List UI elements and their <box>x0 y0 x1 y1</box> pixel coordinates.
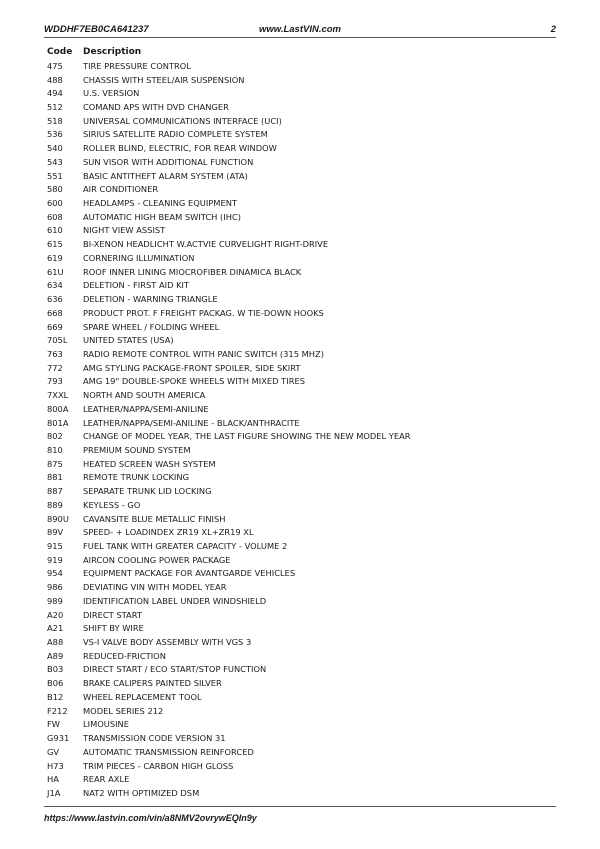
footer-divider <box>44 806 556 807</box>
option-code: FW <box>47 719 60 730</box>
table-row <box>47 100 552 114</box>
option-code: G931 <box>47 733 70 744</box>
table-row <box>47 237 552 251</box>
page-number: 2 <box>550 24 556 35</box>
column-header-description: Description <box>83 47 142 57</box>
option-description: SPEED- + LOADINDEX ZR19 XL+ZR19 XL <box>83 527 254 538</box>
table-row <box>47 690 552 704</box>
option-code: B06 <box>47 678 64 689</box>
table-row <box>47 388 552 402</box>
option-code: 634 <box>47 280 63 291</box>
option-code: 540 <box>47 143 63 154</box>
table-row <box>47 745 552 759</box>
table-row <box>47 471 552 485</box>
option-code: 669 <box>47 321 63 332</box>
option-code: 615 <box>47 239 63 250</box>
option-code: B03 <box>47 664 64 675</box>
option-code: A20 <box>47 609 64 620</box>
option-code: F212 <box>47 705 68 716</box>
table-row <box>47 539 552 553</box>
option-code: 600 <box>47 198 63 209</box>
table-row <box>47 649 552 663</box>
options-table <box>47 45 552 800</box>
option-code: 881 <box>47 472 63 483</box>
option-description: HEATED SCREEN WASH SYSTEM <box>83 458 216 469</box>
option-description: PREMIUM SOUND SYSTEM <box>83 444 191 455</box>
option-description: RADIO REMOTE CONTROL WITH PANIC SWITCH (315 MHZ) <box>83 348 324 359</box>
table-row <box>47 128 552 142</box>
option-description: CHASSIS WITH STEEL/AIR SUSPENSION <box>83 74 245 85</box>
table-row <box>47 786 552 800</box>
option-description: REDUCED-FRICTION <box>83 650 166 661</box>
option-description: IDENTIFICATION LABEL UNDER WINDSHIELD <box>83 595 267 606</box>
table-row <box>47 333 552 347</box>
option-code: 793 <box>47 376 63 387</box>
table-row <box>47 457 552 471</box>
option-description: REMOTE TRUNK LOCKING <box>83 472 190 483</box>
table-row <box>47 169 552 183</box>
table-row <box>47 361 552 375</box>
option-code: 668 <box>47 307 63 318</box>
option-description: NORTH AND SOUTH AMERICA <box>83 390 206 401</box>
option-description: SUN VISOR WITH ADDITIONAL FUNCTION <box>83 156 254 167</box>
table-row <box>47 182 552 196</box>
option-code: 608 <box>47 211 63 222</box>
option-code: 801A <box>47 417 69 428</box>
option-description: AMG 19" DOUBLE-SPOKE WHEELS WITH MIXED TIRES <box>83 376 305 387</box>
option-description: DELETION - WARNING TRIANGLE <box>83 294 218 305</box>
table-row <box>47 704 552 718</box>
option-description: SEPARATE TRUNK LID LOCKING <box>83 486 212 497</box>
option-description: WHEEL REPLACEMENT TOOL <box>83 691 202 702</box>
option-description: TRANSMISSION CODE VERSION 31 <box>83 733 226 744</box>
table-row <box>47 141 552 155</box>
option-code: 512 <box>47 102 63 113</box>
option-code: HA <box>47 774 59 785</box>
option-description: LIMOUSINE <box>83 719 129 730</box>
option-code: 543 <box>47 156 63 167</box>
option-code: GV <box>47 746 60 757</box>
option-code: 887 <box>47 486 63 497</box>
option-description: DIRECT START <box>83 609 142 620</box>
option-code: 889 <box>47 499 63 510</box>
table-row <box>47 73 552 87</box>
option-description: VS-I VALVE BODY ASSEMBLY WITH VGS 3 <box>83 637 252 648</box>
table-header <box>47 45 552 59</box>
option-code: 810 <box>47 444 63 455</box>
table-row <box>47 224 552 238</box>
option-code: 61U <box>47 266 64 277</box>
option-description: UNIVERSAL COMMUNICATIONS INTERFACE (UCI) <box>83 115 282 126</box>
table-row <box>47 155 552 169</box>
table-row <box>47 608 552 622</box>
option-description: BASIC ANTITHEFT ALARM SYSTEM (ATA) <box>83 170 248 181</box>
option-description: BRAKE CALIPERS PAINTED SILVER <box>83 678 222 689</box>
table-row <box>47 772 552 786</box>
option-description: FUEL TANK WITH GREATER CAPACITY - VOLUME 2 <box>83 541 288 552</box>
option-description: TIRE PRESSURE CONTROL <box>83 60 191 71</box>
option-description: KEYLESS - GO <box>83 499 141 510</box>
header-site: www.LastVIN.com <box>259 24 341 35</box>
option-description: CORNERING ILLUMINATION <box>83 252 195 263</box>
table-row <box>47 512 552 526</box>
option-code: 475 <box>47 60 63 71</box>
option-description: ROOF INNER LINING MIOCROFIBER DINAMICA BLACK <box>83 266 302 277</box>
option-description: NIGHT VIEW ASSIST <box>83 225 166 236</box>
option-description: SHIFT BY WIRE <box>83 623 144 634</box>
table-row <box>47 731 552 745</box>
option-description: DEVIATING VIN WITH MODEL YEAR <box>83 582 227 593</box>
option-description: DIRECT START / ECO START/STOP FUNCTION <box>83 664 267 675</box>
option-code: 763 <box>47 348 63 359</box>
footer-url[interactable]: https://www.lastvin.com/vin/a8NMV2ovrywEQIn9y <box>44 813 257 823</box>
table-row <box>47 196 552 210</box>
option-code: 989 <box>47 595 63 606</box>
option-description: EQUIPMENT PACKAGE FOR AVANTGARDE VEHICLES <box>83 568 296 579</box>
option-code: 636 <box>47 294 63 305</box>
table-row <box>47 375 552 389</box>
table-row <box>47 567 552 581</box>
option-description: AIR CONDITIONER <box>83 184 159 195</box>
option-code: 802 <box>47 431 63 442</box>
table-row <box>47 429 552 443</box>
table-row <box>47 759 552 773</box>
table-row <box>47 525 552 539</box>
table-row <box>47 210 552 224</box>
option-description: AIRCON COOLING POWER PACKAGE <box>83 554 231 565</box>
table-row <box>47 279 552 293</box>
table-row <box>47 594 552 608</box>
option-code: 800A <box>47 403 69 414</box>
table-row <box>47 416 552 430</box>
option-code: 610 <box>47 225 63 236</box>
table-row <box>47 484 552 498</box>
option-code: 915 <box>47 541 63 552</box>
option-description: CHANGE OF MODEL YEAR, THE LAST FIGURE SHOWING THE NEW MODEL YEAR <box>83 431 411 442</box>
option-code: 7XXL <box>47 390 69 401</box>
header-divider <box>44 37 556 38</box>
option-code: 875 <box>47 458 63 469</box>
option-code: 705L <box>47 335 68 346</box>
table-row <box>47 718 552 732</box>
option-description: REAR AXLE <box>83 774 130 785</box>
table-row <box>47 306 552 320</box>
option-code: 89V <box>47 527 64 538</box>
option-code: 954 <box>47 568 63 579</box>
option-code: A89 <box>47 650 64 661</box>
option-code: B12 <box>47 691 64 702</box>
table-row <box>47 292 552 306</box>
table-body <box>47 59 552 800</box>
option-description: COMAND APS WITH DVD CHANGER <box>83 102 229 113</box>
option-description: CAVANSITE BLUE METALLIC FINISH <box>83 513 226 524</box>
option-code: A21 <box>47 623 64 634</box>
option-description: NAT2 WITH OPTIMIZED DSM <box>83 787 200 798</box>
option-description: TRIM PIECES - CARBON HIGH GLOSS <box>83 760 234 771</box>
option-description: MODEL SERIES 212 <box>83 705 164 716</box>
option-code: 890U <box>47 513 69 524</box>
option-description: AMG STYLING PACKAGE-FRONT SPOILER, SIDE SKIRT <box>83 362 301 373</box>
table-row <box>47 621 552 635</box>
option-description: PRODUCT PROT. F FREIGHT PACKAG. W TIE-DOWN HOOKS <box>83 307 324 318</box>
table-row <box>47 265 552 279</box>
table-row <box>47 251 552 265</box>
option-description: HEADLAMPS - CLEANING EQUIPMENT <box>83 198 237 209</box>
option-description: UNITED STATES (USA) <box>83 335 174 346</box>
option-code: J1A <box>47 787 61 798</box>
header-vin: WDDHF7EB0CA641237 <box>44 24 149 35</box>
table-row <box>47 114 552 128</box>
option-code: 551 <box>47 170 63 181</box>
table-row <box>47 498 552 512</box>
table-row <box>47 443 552 457</box>
option-code: 536 <box>47 129 63 140</box>
option-description: BI-XENON HEADLICHT W.ACTVIE CURVELIGHT RIGHT-DRIVE <box>83 239 329 250</box>
table-row <box>47 676 552 690</box>
table-row <box>47 86 552 100</box>
table-row <box>47 59 552 73</box>
option-code: A88 <box>47 637 64 648</box>
option-description: LEATHER/NAPPA/SEMI-ANILINE <box>83 403 209 414</box>
option-description: SPARE WHEEL / FOLDING WHEEL <box>83 321 220 332</box>
option-code: 518 <box>47 115 63 126</box>
table-row <box>47 635 552 649</box>
table-row <box>47 402 552 416</box>
option-description: U.S. VERSION <box>83 88 140 99</box>
option-code: 919 <box>47 554 63 565</box>
column-header-code: Code <box>47 47 73 57</box>
table-row <box>47 320 552 334</box>
option-code: H73 <box>47 760 64 771</box>
option-code: 772 <box>47 362 63 373</box>
option-code: 488 <box>47 74 63 85</box>
table-row <box>47 347 552 361</box>
table-row <box>47 553 552 567</box>
option-code: 986 <box>47 582 63 593</box>
option-description: LEATHER/NAPPA/SEMI-ANILINE - BLACK/ANTHRACITE <box>83 417 300 428</box>
table-row <box>47 580 552 594</box>
table-row <box>47 663 552 677</box>
option-code: 619 <box>47 252 63 263</box>
option-code: 494 <box>47 88 63 99</box>
option-description: AUTOMATIC TRANSMISSION REINFORCED <box>83 746 254 757</box>
page-header <box>44 22 556 38</box>
option-description: SIRIUS SATELLITE RADIO COMPLETE SYSTEM <box>83 129 268 140</box>
option-description: DELETION - FIRST AID KIT <box>83 280 190 291</box>
option-code: 580 <box>47 184 63 195</box>
option-description: AUTOMATIC HIGH BEAM SWITCH (IHC) <box>83 211 242 222</box>
option-description: ROLLER BLIND, ELECTRIC, FOR REAR WINDOW <box>83 143 277 154</box>
